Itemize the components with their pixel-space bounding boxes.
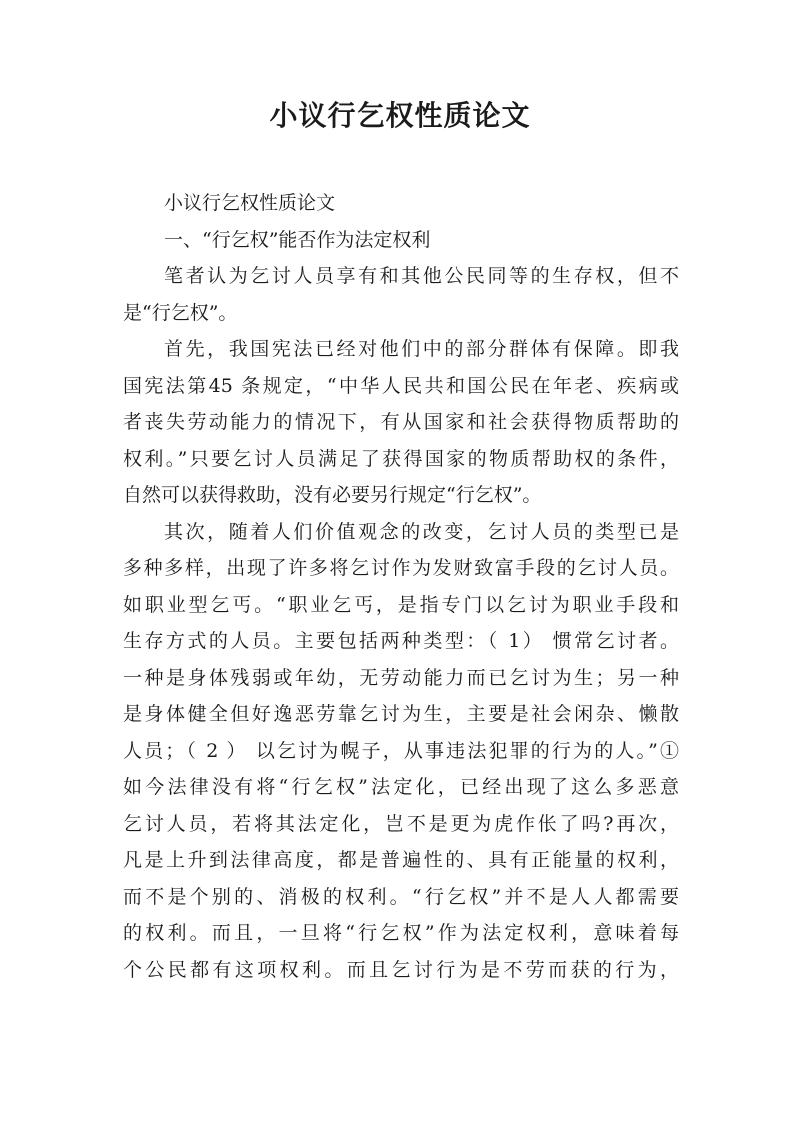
body-line: 笔者认为乞讨人员享有和其他公民同等的生存权，但不 [164,265,679,287]
body-line: 是身体健全但好逸恶劳靠乞讨为生，主要是社会闲杂、懒散 [123,703,679,725]
body-line: 如今法律没有将“行乞权”法定化，已经出现了这么多恶意 [123,776,679,798]
body-line: 国宪法第45 条规定，“中华人民共和国公民在年老、疾病或 [123,374,679,397]
body-line: 是“行乞权”。 [123,301,238,324]
body-line: 首先，我国宪法已经对他们中的部分群体有保障。即我 [164,338,679,360]
body-line: 人员；（ 2 ） 以乞讨为幌子，从事违法犯罪的行为的人。”① [123,739,679,762]
body-line: 者丧失劳动能力的情况下，有从国家和社会获得物质帮助的 [123,411,679,433]
body-line: 其次，随着人们价值观念的改变，乞讨人员的类型已是 [164,520,679,543]
body-line: 的权利。而且，一旦将“行乞权”作为法定权利，意味着每 [123,922,679,944]
body-line: 一、“行乞权”能否作为法定权利 [164,228,431,251]
body-line: 权利。”只要乞讨人员满足了获得国家的物质帮助权的条件， [123,447,679,470]
document-body [123,185,679,988]
body-line: 如职业型乞丐。“职业乞丐，是指专门以乞讨为职业手段和 [123,593,679,616]
body-line: 多种多样，出现了许多将乞讨作为发财致富手段的乞讨人员。 [123,557,679,579]
body-line: 乞讨人员，若将其法定化，岂不是更为虎作伥了吗?再次， [123,812,679,835]
body-line: 生存方式的人员。主要包括两种类型：（ 1） 惯常乞讨者。 [123,630,679,652]
body-line: 一种是身体残弱或年幼，无劳动能力而已乞讨为生；另一种 [123,666,679,689]
body-line: 而不是个别的、消极的权利。“行乞权”并不是人人都需要 [123,885,679,908]
body-line: 凡是上升到法律高度，都是普遍性的、具有正能量的权利， [123,849,679,871]
body-line: 个公民都有这项权利。而且乞讨行为是不劳而获的行为， [123,958,679,981]
body-line: 小议行乞权性质论文 [164,192,336,214]
document-title: 小议行乞权性质论文 [269,99,531,132]
body-line: 自然可以获得救助，没有必要另行规定“行乞权”。 [123,484,542,506]
